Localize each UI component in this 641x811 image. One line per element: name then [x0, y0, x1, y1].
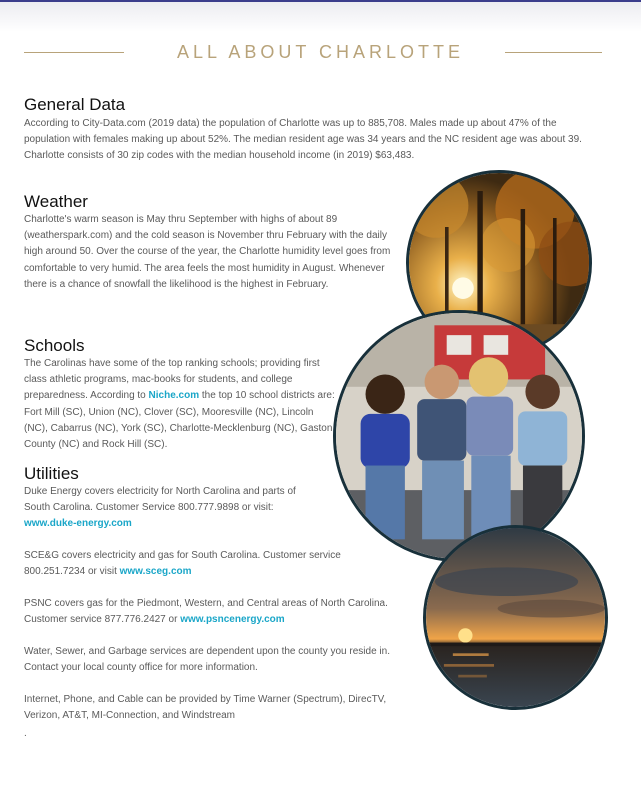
utilities-heading: Utilities: [24, 464, 79, 483]
psnc-paragraph: [24, 596, 396, 628]
page-header: [0, 38, 641, 68]
sceg-text: SCE&G covers electricity and gas for South Carolina. Customer service 800.251.7234 or visit: [24, 550, 341, 578]
psnc-energy-link[interactable]: www.psncenergy.com: [180, 614, 285, 626]
general-text: According to City-Data.com (2019 data) the population of Charlotte was up to 885,708. Males made up about 47% of the population with females making up about 52%. The median resident age was 34 years and the NC resident age was about 39. Charlotte consists of 30 zip codes with the median household income (in 2019) $63,483.: [24, 118, 582, 162]
lake-sunset-photo: [423, 525, 608, 710]
children-art: [336, 313, 582, 559]
duke-text: Duke Energy covers electricity for North Carolina and parts of South Carolina. Customer Service 800.777.9898 or visit:: [24, 486, 296, 514]
weather-text: Charlotte's warm season is May thru September with highs of about 89 (weatherspark.com) and the cold season is November thru February with the daily high around 50. Over the course of the year, the Charlotte humidity level goes from comfortable to very humid. The area feels the most humidity in August. Whenever there is a chance of snowfall the likelihood is the highest in February.: [24, 214, 391, 290]
duke-energy-link[interactable]: www.duke-energy.com: [24, 518, 132, 530]
schools-text-after: the top 10 school districts are: Fort Mill (SC), Union (NC), Clover (SC), Mooresville (NC), Lincoln (NC), Cabarrus (NC), York (SC), Charlotte-Mecklenburg (NC), Gaston County (NC) and Rock Hill (SC).: [24, 390, 335, 451]
schools-text: [24, 356, 336, 453]
water-text: Water, Sewer, and Garbage services are dependent upon the county you reside in. Contact your local county office for more information.: [24, 646, 390, 674]
weather-heading: Weather: [24, 192, 88, 211]
schools-heading: Schools: [24, 336, 85, 355]
header-shade: [0, 2, 641, 32]
sceg-paragraph: [24, 548, 342, 580]
sceg-link[interactable]: www.sceg.com: [119, 566, 192, 578]
duke-paragraph: [24, 484, 314, 533]
title-rule-right: [505, 52, 602, 53]
page-title: ALL ABOUT CHARLOTTE: [176, 42, 465, 62]
psnc-text: PSNC covers gas for the Piedmont, Western, and Central areas of North Carolina. Customer service 877.776.2427 or: [24, 598, 388, 626]
internet-text: Internet, Phone, and Cable can be provided by Time Warner (Spectrum), DirecTV, Verizon, AT&T, MI-Connection, and Windstream: [24, 694, 387, 722]
children-photo: [333, 310, 585, 562]
schools-text-before: The Carolinas have some of the top ranking schools; providing first class athletic programs, mac-books for students, and college preparedness. According to: [24, 358, 320, 402]
niche-link[interactable]: Niche.com: [148, 390, 200, 402]
general-heading: General Data: [24, 95, 126, 114]
trailing-dot: .: [24, 728, 27, 739]
lake-sunset-art: [426, 528, 605, 707]
